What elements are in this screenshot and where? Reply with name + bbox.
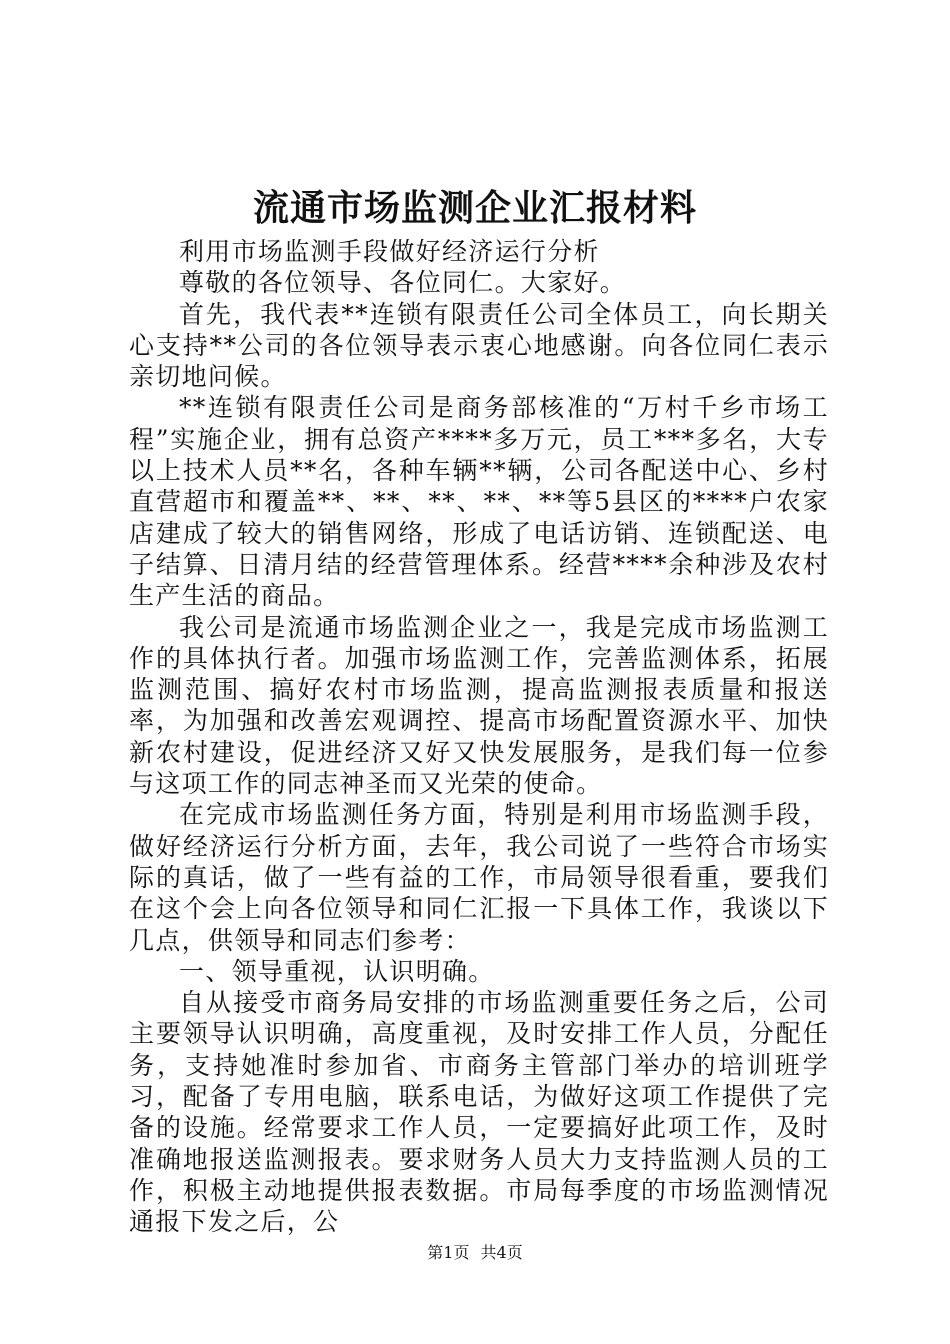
paragraph-monitoring-role: 我公司是流通市场监测企业之一，我是完成市场监测工作的具体执行者。加强市场监测工作，完善监测体系，拓展监测范围、搞好农村市场监测，提高监测报表质量和报送率，为加强和改善宏观调控、提高市场配置资源水平、加快新农村建设，促进经济又好又快发展服务，是我们每一位参与这项工作的同志神圣而又光荣的使命。	[129, 612, 829, 799]
paragraph-section-heading: 一、领导重视，认识明确。	[179, 956, 495, 986]
page-footer	[0, 1243, 950, 1263]
page-number-total: 共4页	[480, 1243, 523, 1262]
document-title: 流通市场监测企业汇报材料	[252, 187, 697, 229]
document-body	[129, 236, 829, 1238]
paragraph-thanks: 首先，我代表**连锁有限责任公司全体员工，向长期关心支持**公司的各位领导表示衷心地感谢。向各位同仁表示亲切地问候。	[129, 299, 829, 392]
paragraph-leadership: 自从接受市商务局安排的市场监测重要任务之后，公司主要领导认识明确，高度重视，及时安排工作人员，分配任务，支持她准时参加省、市商务主管部门举办的培训班学习，配备了专用电脑，联系电话，为做好这项工作提供了完备的设施。经常要求工作人员，一定要搞好此项工作，及时准确地报送监测报表。要求财务人员大力支持监测人员的工作，积极主动地提供报表数据。市局每季度的市场监测情况通报下发之后，公	[129, 988, 829, 1237]
page-number-current: 第1页	[427, 1243, 470, 1262]
paragraph-work-summary: 在完成市场监测任务方面，特别是利用市场监测手段，做好经济运行分析方面，去年，我公司说了一些符合市场实际的真话，做了一些有益的工作，市局领导很看重，要我们在这个会上向各位领导和同仁汇报一下具体工作，我谈以下几点，供领导和同志们参考：	[129, 800, 829, 955]
paragraph-company-intro: **连锁有限责任公司是商务部核准的“万村千乡市场工程”实施企业，拥有总资产****多万元，员工***多名，大专以上技术人员**名，各种车辆**辆，公司各配送中心、乡村直营超市和覆盖**、**、**、**、**等5县区的****户农家店建成了较大的销售网络，形成了电话访销、连锁配送、电子结算、日清月结的经营管理体系。经营****余种涉及农村生产生活的商品。	[129, 393, 829, 611]
paragraph-subtitle: 利用市场监测手段做好经济运行分析	[179, 237, 600, 266]
paragraph-greeting: 尊敬的各位领导、各位同仁。大家好。	[179, 268, 627, 298]
